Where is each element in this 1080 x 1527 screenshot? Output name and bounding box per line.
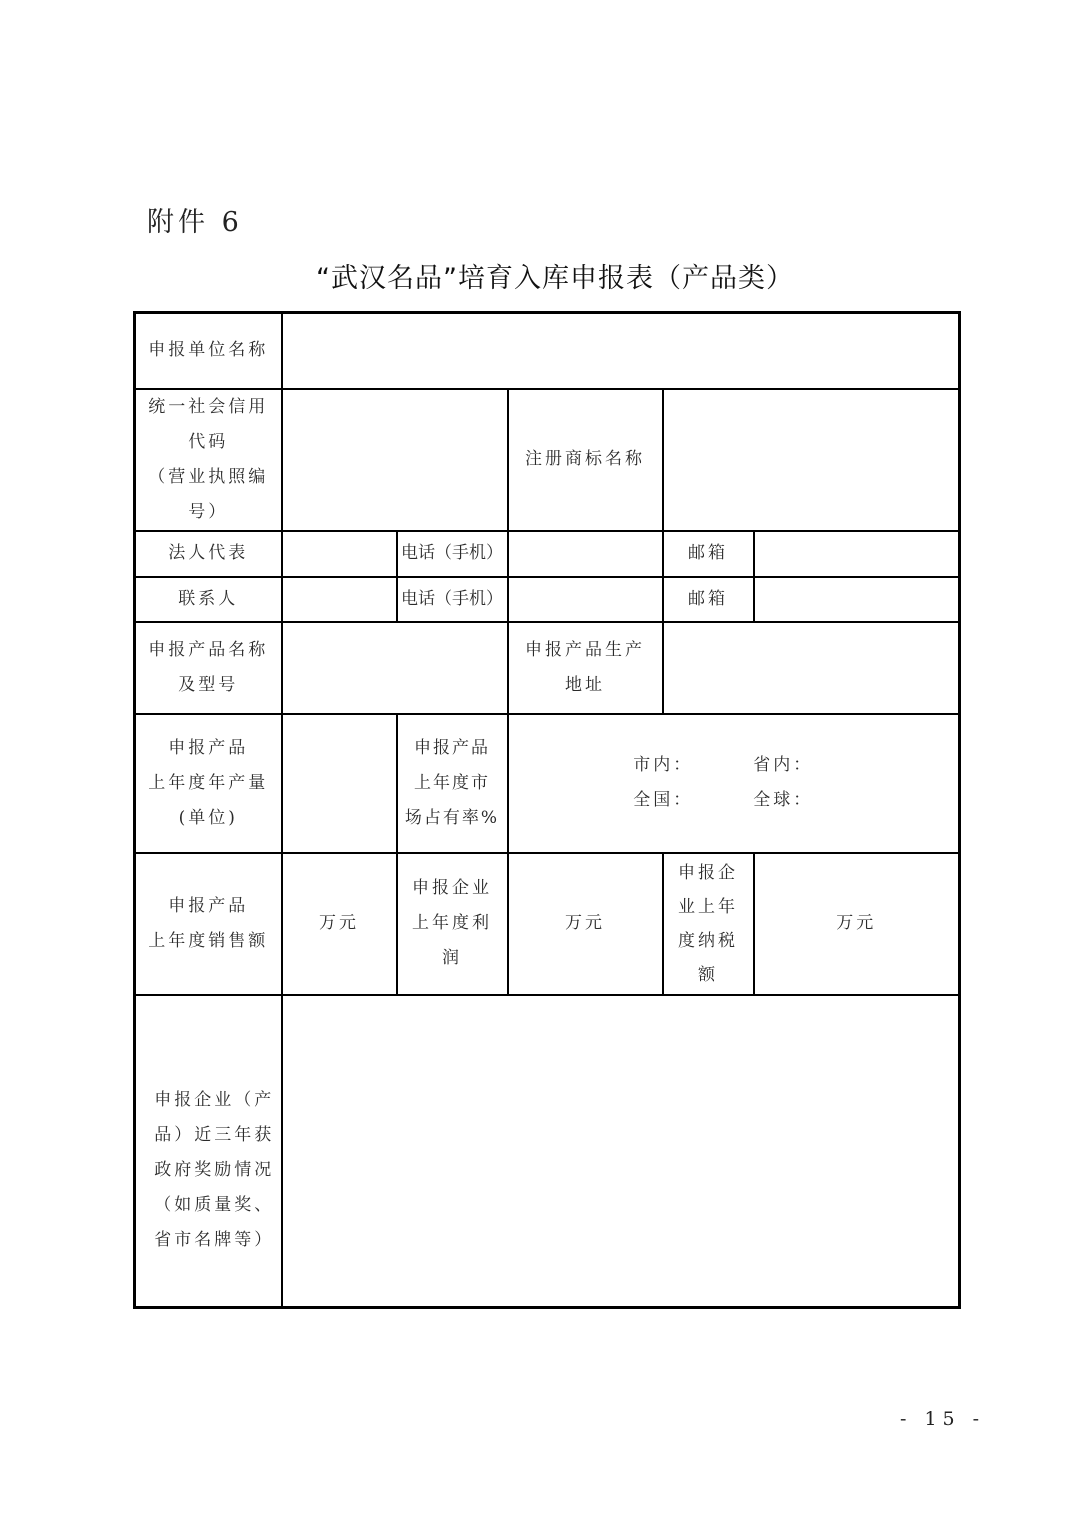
page-number: - 15 - bbox=[900, 1408, 986, 1430]
label-annual-tax: 申报企 业上年 度纳税 额 bbox=[663, 853, 754, 995]
legal-rep-phone-field[interactable] bbox=[508, 531, 663, 577]
label-applicant-name: 申报单位名称 bbox=[135, 313, 282, 389]
label-annual-output: 申报产品 上年度年产量 (单位) bbox=[135, 714, 282, 853]
unit-wan-yuan: 万元 bbox=[319, 913, 359, 933]
label-trademark-name: 注册商标名称 bbox=[508, 389, 663, 531]
label-annual-profit: 申报企业 上年度利 润 bbox=[397, 853, 508, 995]
label-contact-email: 邮箱 bbox=[663, 577, 754, 622]
applicant-name-field[interactable] bbox=[282, 313, 960, 389]
annual-output-field[interactable] bbox=[282, 714, 397, 853]
label-contact-person: 联系人 bbox=[135, 577, 282, 622]
label-product-name-model: 申报产品名称 及型号 bbox=[135, 622, 282, 714]
label-legal-rep-phone: 电话（手机） bbox=[397, 531, 508, 577]
credit-code-field[interactable] bbox=[282, 389, 508, 531]
market-share-national[interactable]: 全国： bbox=[633, 790, 694, 810]
page-title: “武汉名品”培育入库申报表（产品类） bbox=[316, 263, 794, 294]
government-awards-field[interactable] bbox=[282, 995, 960, 1308]
unit-wan-yuan: 万元 bbox=[565, 913, 605, 933]
contact-email-field[interactable] bbox=[754, 577, 960, 622]
market-share-global[interactable]: 全球： bbox=[753, 790, 814, 810]
unit-wan-yuan: 万元 bbox=[836, 913, 877, 933]
label-market-share: 申报产品 上年度市 场占有率% bbox=[397, 714, 508, 853]
label-contact-phone: 电话（手机） bbox=[397, 577, 508, 622]
application-form-table bbox=[133, 311, 961, 1309]
production-address-field[interactable] bbox=[663, 622, 960, 714]
legal-representative-field[interactable] bbox=[282, 531, 397, 577]
annual-sales-field[interactable] bbox=[282, 853, 397, 995]
market-share-province[interactable]: 省内： bbox=[753, 755, 814, 775]
legal-rep-email-field[interactable] bbox=[754, 531, 960, 577]
label-legal-rep-email: 邮箱 bbox=[663, 531, 754, 577]
contact-person-field[interactable] bbox=[282, 577, 397, 622]
attachment-label: 附件 6 bbox=[147, 207, 243, 238]
contact-phone-field[interactable] bbox=[508, 577, 663, 622]
label-annual-sales: 申报产品 上年度销售额 bbox=[135, 853, 282, 995]
label-production-address: 申报产品生产 地址 bbox=[508, 622, 663, 714]
label-government-awards: 申报企业（产 品）近三年获 政府奖励情况 （如质量奖、 省市名牌等） bbox=[135, 995, 282, 1308]
label-credit-code: 统一社会信用 代码 （营业执照编 号） bbox=[135, 389, 282, 531]
market-share-fields[interactable] bbox=[508, 714, 960, 853]
label-legal-representative: 法人代表 bbox=[135, 531, 282, 577]
trademark-name-field[interactable] bbox=[663, 389, 960, 531]
annual-tax-field[interactable] bbox=[754, 853, 960, 995]
product-name-model-field[interactable] bbox=[282, 622, 508, 714]
market-share-city[interactable]: 市内： bbox=[633, 755, 694, 775]
annual-profit-field[interactable] bbox=[508, 853, 663, 995]
